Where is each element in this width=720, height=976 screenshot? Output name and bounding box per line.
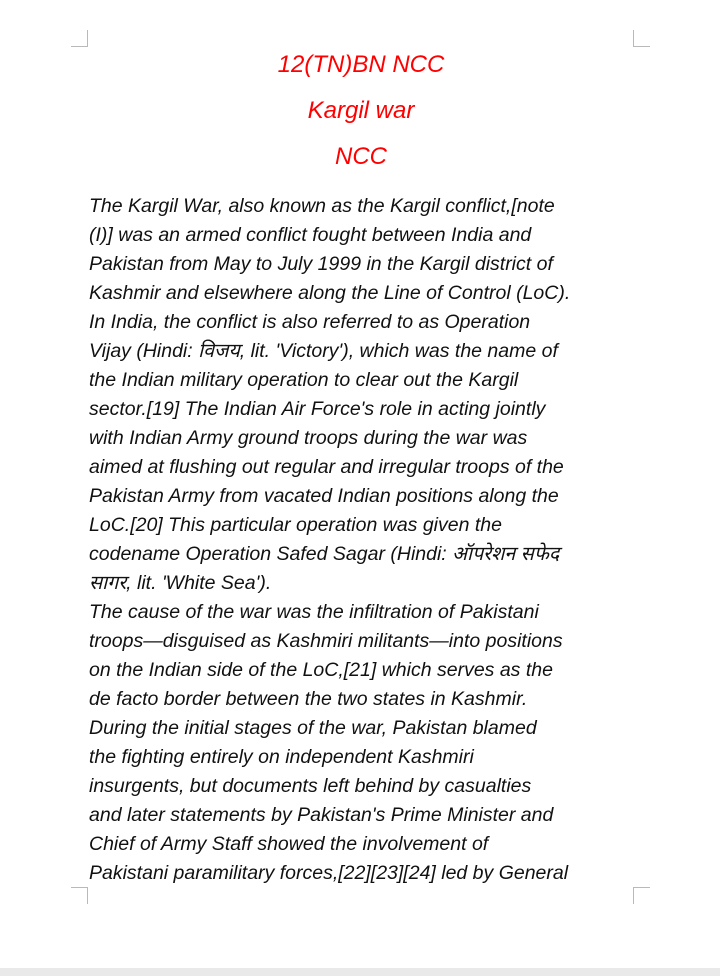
text-line: (I)] was an armed conflict fought between India and [89,224,532,246]
crop-mark-top-left [71,30,88,47]
text-line: insurgents, but documents left behind by casualties [89,775,532,797]
crop-mark-top-right [633,30,650,47]
text-line: with Indian Army ground troops during the war was [89,427,528,449]
text-line: de facto border between the two states in Kashmir. [89,688,528,710]
org-title: NCC [335,143,387,170]
text-line: Kashmir and elsewhere along the Line of Control (LoC). [89,282,571,304]
crop-mark-bottom-left [71,887,88,904]
text-line: The Kargil War, also known as the Kargil conflict,[note [89,195,555,217]
text-line: the fighting entirely on independent Kashmiri [89,746,474,768]
text-line: Chief of Army Staff showed the involvement of [89,833,489,855]
text-line: the Indian military operation to clear out the Kargil [89,369,519,391]
text-line: During the initial stages of the war, Pakistan blamed [89,717,537,739]
text-line: LoC.[20] This particular operation was given the [89,514,502,536]
text-line: codename Operation Safed Sagar (Hindi: ऑपरेशन सफेद [89,543,560,565]
text-line: sector.[19] The Indian Air Force's role in acting jointly [89,398,546,420]
text-line: Pakistan from May to July 1999 in the Kargil district of [89,253,553,275]
text-line: troops—disguised as Kashmiri militants—into positions [89,630,563,652]
text-line: and later statements by Pakistan's Prime Minister and [89,804,554,826]
text-line: Vijay (Hindi: विजय, lit. 'Victory'), which was the name of [89,340,558,362]
text-line: on the Indian side of the LoC,[21] which serves as the [89,659,553,681]
text-line: Pakistani paramilitary forces,[22][23][24] led by General [89,862,569,884]
bottom-bar [0,968,720,976]
document-heading [88,42,634,180]
topic-title: Kargil war [307,97,415,124]
body-paragraphs [89,192,637,888]
crop-mark-bottom-right [633,887,650,904]
text-line: सागर, lit. 'White Sea'). [89,572,272,594]
text-line: The cause of the war was the infiltration of Pakistani [89,601,539,623]
text-line: Pakistan Army from vacated Indian positions along the [89,485,559,507]
unit-title: 12(TN)BN NCC [277,51,445,78]
text-line: In India, the conflict is also referred to as Operation [89,311,531,333]
text-line: aimed at flushing out regular and irregular troops of the [89,456,564,478]
